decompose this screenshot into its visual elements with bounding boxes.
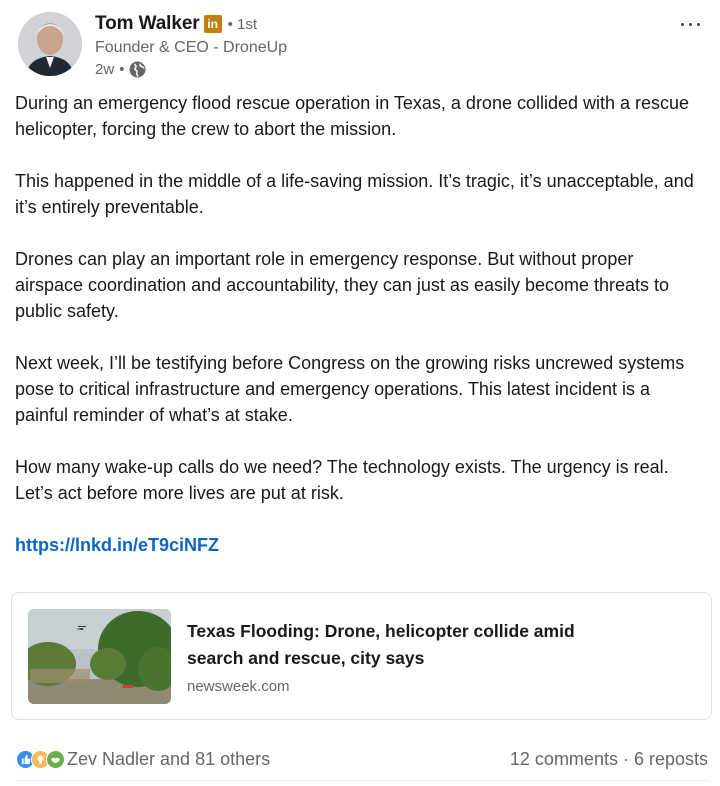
reactions-text: Zev Nadler and 81 others [67,748,271,769]
connection-degree: • 1st [227,15,258,33]
post-paragraph: During an emergency flood rescue operation in Texas, a drone collided with a rescue helicopter, forcing the crew to abort the mission. [15,93,690,139]
article-title[interactable]: Texas Flooding: Drone, helicopter collide amid search and rescue, city says [187,620,575,668]
separator-dot: · [622,748,629,769]
engagement-stats [510,749,708,770]
reactions-summary[interactable] [16,749,270,770]
post-timestamp-line [95,59,287,79]
more-horizontal-icon [681,23,684,26]
author-name[interactable]: Tom Walker [95,13,200,34]
post-time: 2w [95,60,115,78]
post-paragraph: Drones can play an important role in emergency response. But without proper airspace coordination and accountability, they can just as easily become threats to public safety. [15,249,670,321]
comments-count[interactable]: 12 comments [509,748,618,769]
post-paragraph: Next week, I’ll be testifying before Congress on the growing risks uncrewed systems pose to critical infrastructure and emergency operations. This latest incident is a painful reminder of what’s at stake. [15,353,685,425]
article-source: newsweek.com [187,677,290,695]
author-headline: Founder & CEO - DroneUp [95,39,288,56]
divider [16,780,708,781]
post-link[interactable]: https://lnkd.in/eT9ciNFZ [15,535,220,555]
social-counts-bar [16,746,708,772]
article-thumbnail [28,609,171,704]
post-body [15,90,705,584]
post-paragraph: How many wake-up calls do we need? The technology exists. The urgency is real. Let’s act before more lives are put at risk. [15,457,669,503]
article-link-card[interactable] [11,592,712,720]
author-avatar[interactable] [18,12,82,76]
linkedin-premium-badge-icon: in [204,15,222,33]
post-link-line [15,532,705,558]
article-text [187,618,627,695]
reposts-count[interactable]: 6 reposts [633,748,708,769]
post-paragraph: This happened in the middle of a life-saving mission. It’s tragic, it’s unacceptable, and it’s entirely preventable. [15,171,694,217]
author-meta [95,12,287,79]
connection-degree-label: 1st [237,15,258,33]
author-name-line [95,12,287,36]
reaction-icons [16,750,61,769]
separator-dot: • [119,60,125,78]
more-options-button[interactable] [676,14,704,34]
globe-icon [129,61,146,78]
support-icon [46,750,65,769]
post-header [18,12,708,82]
